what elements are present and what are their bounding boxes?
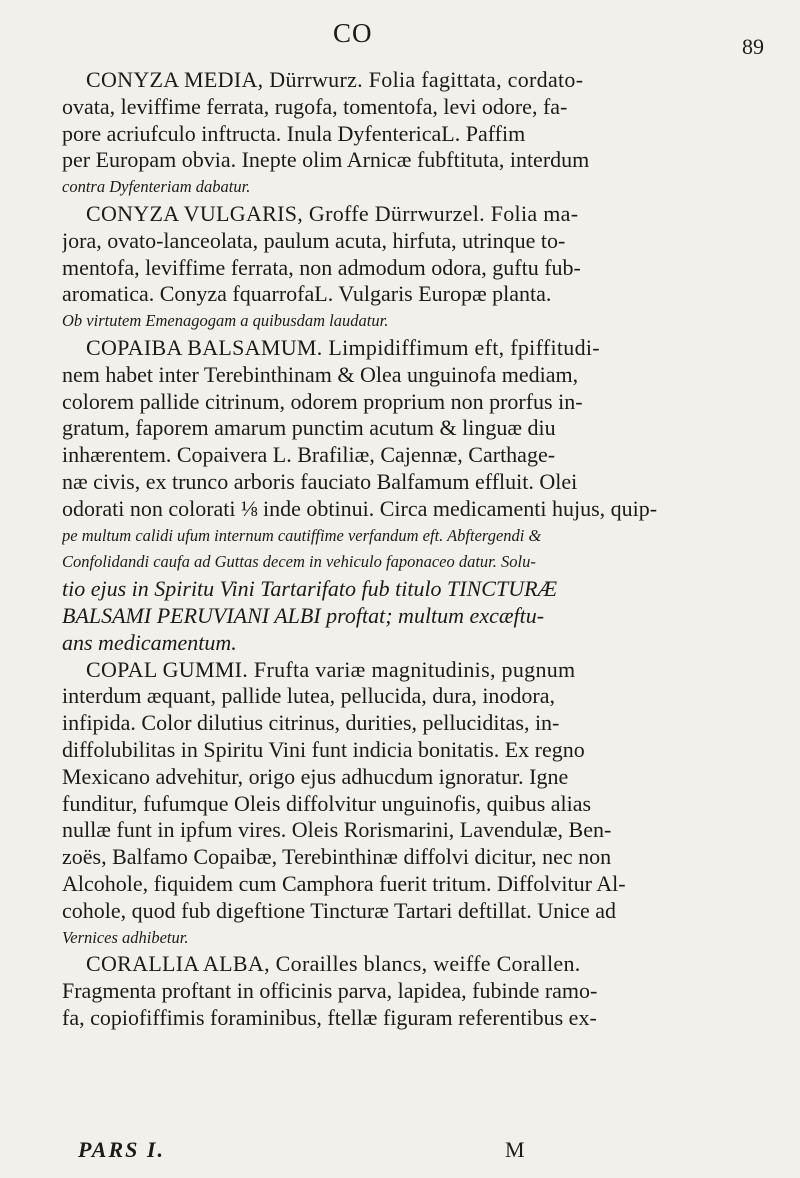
text-line: Fragmenta proftant in officinis parva, lapidea, fubinde ramo- bbox=[62, 978, 598, 1004]
text-line: jora, ovato-lanceolata, paulum acuta, hirfuta, utrinque to- bbox=[62, 227, 566, 253]
text-line: aromatica. Conyza fquarrofaL. Vulgaris Europæ planta. bbox=[62, 281, 552, 307]
text-line: nem habet inter Terebinthinam & Olea unguinofa mediam, bbox=[62, 361, 579, 387]
text-line: gratum, faporem amarum punctim acutum & linguæ diu bbox=[62, 415, 556, 441]
text-line: Ob virtutem Emenagogam a quibusdam laudatur. bbox=[62, 311, 389, 331]
body-text bbox=[62, 67, 762, 1032]
text-line: ans medicamentum. bbox=[62, 629, 237, 655]
running-head: CO bbox=[333, 18, 373, 48]
text-line: pe multum calidi ufum internum cautiffime verfandum eft. Abftergendi & bbox=[62, 525, 542, 545]
text-line: COPAIBA BALSAMUM. Limpidiffimum eft, fpiffitudi- bbox=[86, 334, 600, 360]
text-line: contra Dyfenteriam dabatur. bbox=[62, 177, 251, 197]
text-line: fa, copiofiffimis foraminibus, ftellæ figuram referentibus ex- bbox=[62, 1004, 597, 1030]
text-line: zoës, Balfamo Copaibæ, Terebinthinæ diffolvi dicitur, nec non bbox=[62, 844, 612, 870]
text-line: CONYZA VULGARIS, Groffe Dürrwurzel. Folia ma- bbox=[86, 200, 579, 226]
text-line: colorem pallide citrinum, odorem proprium non prorfus in- bbox=[62, 388, 583, 414]
text-line: Confolidandi caufa ad Guttas decem in vehiculo faponaceo datur. Solu- bbox=[62, 552, 536, 572]
text-line: Vernices adhibetur. bbox=[62, 927, 189, 947]
text-line: interdum æquant, pallide lutea, pellucida, dura, inodora, bbox=[62, 683, 556, 709]
text-line: BALSAMI PERUVIANI ALBI proftat; multum excæftu- bbox=[62, 602, 545, 628]
text-line: cohole, quod fub digeftione Tincturæ Tartari deftillat. Unice ad bbox=[62, 897, 617, 923]
text-line: funditur, fufumque Oleis diffolvitur unguinofis, quibus alias bbox=[62, 790, 592, 816]
catchword: M bbox=[505, 1137, 525, 1162]
page-footer bbox=[78, 1137, 758, 1167]
text-line: odorati non colorati ⅛ inde obtinui. Circa medicamenti hujus, quip- bbox=[62, 495, 658, 521]
text-line: diffolubilitas in Spiritu Vini funt indicia bonitatis. Ex regno bbox=[62, 736, 585, 762]
text-line: mentofa, leviffime ferrata, non admodum odora, guftu fub- bbox=[62, 254, 581, 280]
text-line: infipida. Color dilutius citrinus, durities, pelluciditas, in- bbox=[62, 710, 560, 736]
text-line: CORALLIA ALBA, Corailles blancs, weiffe Corallen. bbox=[86, 951, 581, 977]
text-line: inhærentem. Copaivera L. Brafiliæ, Cajennæ, Carthage- bbox=[62, 442, 556, 468]
text-line: per Europam obvia. Inepte olim Arnicæ fubftituta, interdum bbox=[62, 147, 590, 173]
text-line: COPAL GUMMI. Frufta variæ magnitudinis, pugnum bbox=[86, 656, 576, 682]
signature-mark: PARS I. bbox=[78, 1137, 165, 1162]
text-line: CONYZA MEDIA, Dürrwurz. Folia fagittata, cordato- bbox=[86, 67, 584, 92]
text-line: pore acriufculo inftructa. Inula DyfentericaL. Paffim bbox=[62, 120, 526, 146]
text-line: nullæ funt in ipfum vires. Oleis Rorismarini, Lavendulæ, Ben- bbox=[62, 817, 612, 843]
text-line: Alcohole, fiquidem cum Camphora fuerit tritum. Diffolvitur Al- bbox=[62, 870, 626, 896]
page-header bbox=[0, 10, 800, 60]
text-line: ovata, leviffime ferrata, rugofa, tomentofa, levi odore, fa- bbox=[62, 93, 568, 119]
page-number: 89 bbox=[742, 34, 764, 59]
text-line: Mexicano advehitur, origo ejus adhucdum ignoratur. Igne bbox=[62, 763, 569, 789]
text-line: næ civis, ex trunco arboris fauciato Balfamum effluit. Olei bbox=[62, 468, 578, 494]
text-line: tio ejus in Spiritu Vini Tartarifato fub titulo TINCTURÆ bbox=[62, 576, 558, 602]
